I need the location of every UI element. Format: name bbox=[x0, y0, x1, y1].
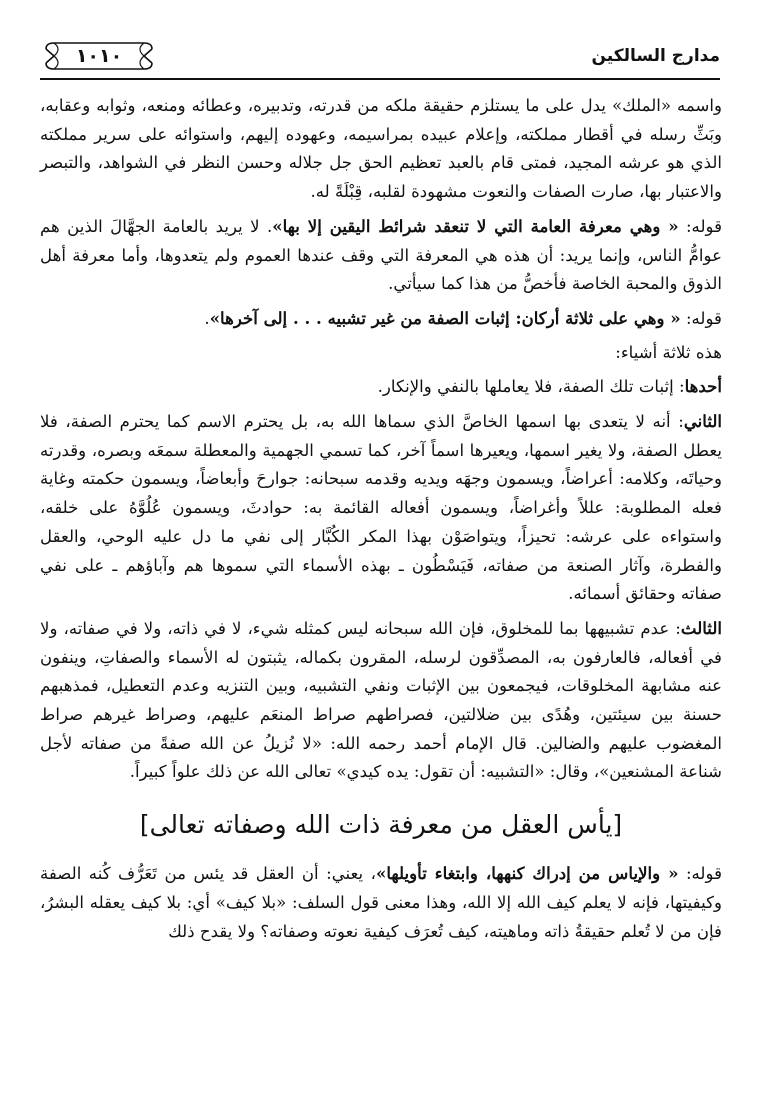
paragraph bbox=[40, 339, 722, 368]
item-label: الثاني bbox=[683, 411, 722, 432]
paragraph-text: : عدم تشبيهها بما للمخلوق، فإن الله سبحانه ليس كمثله شيء، لا في ذاته، ولا في صفاته، ولا في أفعاله، فالعارفون به، المصدِّقون لرسله، المقرون بكماله، يثبتون له الأسماء والصفاتِ، وينفون عنه مشابهة المخلوقات، فيجمعون بين الإثبات ونفي التشبيه، وبين التنزيه وعدم التعطيل، فمذهبهم حسنة بين سيئتين، وهُدًى بين ضلالتين، فصراطهم صراط المنعَم عليهم، وصراط غيرهم صراط المغضوب عليهم والضالين. قال الإمام أحمد رحمه الله: «لا نُزيلُ عن الله صفةً من صفاته لأجل شناعة المشنعين»، وقال: «التشبيه: أن تقول: يده كيدي» تعالى الله عن ذلك علواً كبيراً. bbox=[40, 618, 722, 782]
quote-lead: قوله: bbox=[680, 308, 722, 328]
paragraph bbox=[40, 614, 722, 787]
paragraph-text: : أنه لا يتعدى بها اسمها الخاصَّ الذي سماها الله به، بل يحترم الاسم كما يحترم الصفة، فلا يعطل الصفة، ولا يغير اسمها، ويعيرها اسماً آخر، كما تسمي الجهمية والمعطلة سمعَه وبصره، وقدرته وحياتَه، وكلامه: أعراضاً، ويسمون وجهَه ويديه وقدمه سبحانه: جوارحَ وأبعاضاً، ويسمون حكمته وغاية فعله المطلوبة: عللاً وأغراضاً، ويسمون أفعاله القائمة به: حوادثَ، ويسمون عُلُوَّهُ على خلقه، واستواءه على عرشه: تحيزاً، ويتواصَوْن بهذا المكر الكُبَّار إلى نفي ما دل عليه الوحي، والعقل والفطرة، وآثار الصنعة من صفاته، فَيَسْطُون ـ بهذه الأسماء التي سموها هم وآباؤهم ـ على نفي صفاته وحقائق أسمائه. bbox=[40, 412, 722, 604]
book-title: مدارج السالكين bbox=[591, 46, 720, 66]
paragraph-text: ، يعني: أن العقل قد يئس من تَعَرُّف كُنه الصفة وكيفيتها، فإنه لا يعلم كيف الله إلا الله، وهذا معنى قول السلف: «بلا كيف» أي: بلا كيف يعقله البشرُ، فإن من لا تُعلم حقيقةُ ذاته وماهيته، كيف تُعرَف كيفية نعوته وصفاته؟ ولا يقدح ذلك bbox=[40, 864, 722, 941]
item-label: أحدها bbox=[684, 376, 722, 397]
paragraph bbox=[40, 212, 722, 299]
paragraph bbox=[40, 859, 722, 946]
paragraph-text: هذه ثلاثة أشياء: bbox=[615, 342, 722, 362]
quoted-text: « وهي معرفة العامة التي لا تنعقد شرائط اليقين إلا بها» bbox=[272, 215, 679, 236]
paragraph-text: : إثبات تلك الصفة، فلا يعاملها بالنفي والإنكار. bbox=[377, 377, 685, 397]
paragraph bbox=[40, 92, 722, 207]
paragraph-text: واسمه «الملك» يدل على ما يستلزم حقيقة ملكه من قدرته، وتدبيره، وعطائه ومنعه، وثوابه وعقابه، وبَثِّ رسله في أقطار مملكته، وإعلام عبيده بمراسيمه، وعهوده إليهم، واستوائه على سرير مملكته الذي هو عرشه المجيد، فمتى قام بالعبد تعظيم الحق جل جلاله وحسن النظر في الشواهد، والتبصر والاعتبار بها، صارت الصفات والنعوت مشهودة لقلبه، قِبْلَةً له. bbox=[40, 96, 722, 202]
running-head bbox=[40, 36, 720, 76]
paragraph bbox=[40, 304, 722, 334]
page-number: ١٠١٠ bbox=[75, 45, 123, 67]
page-body bbox=[40, 92, 722, 951]
quote-lead: قوله: bbox=[678, 216, 723, 236]
paragraph-text: . bbox=[204, 308, 210, 328]
paragraph bbox=[40, 372, 722, 402]
header-rule bbox=[40, 78, 720, 80]
section-heading: [يأس العقل من معرفة ذات الله وصفاته تعالى] bbox=[139, 810, 623, 840]
page-number-ornament bbox=[40, 39, 158, 73]
item-label: الثالث bbox=[680, 617, 722, 638]
paragraph-text: . لا يريد بالعامة الجهَّالَ الذين هم عوامُّ الناس، وإنما يريد: أن هذه هي المعرفة التي وقف عندها العموم ولم يتعدوها، وأما معرفة أهل الذوق والمحبة الخاصة فأخصُّ من هذا كما سيأتي. bbox=[40, 216, 722, 294]
paragraph bbox=[40, 407, 722, 609]
quoted-text: « وهي على ثلاثة أركان: إثبات الصفة من غير تشبيه . . . إلى آخرها» bbox=[209, 307, 681, 328]
quote-lead: قوله: bbox=[678, 864, 722, 884]
quoted-text: « والإياس من إدراك كنهها، وابتغاء تأويلها» bbox=[375, 863, 679, 884]
